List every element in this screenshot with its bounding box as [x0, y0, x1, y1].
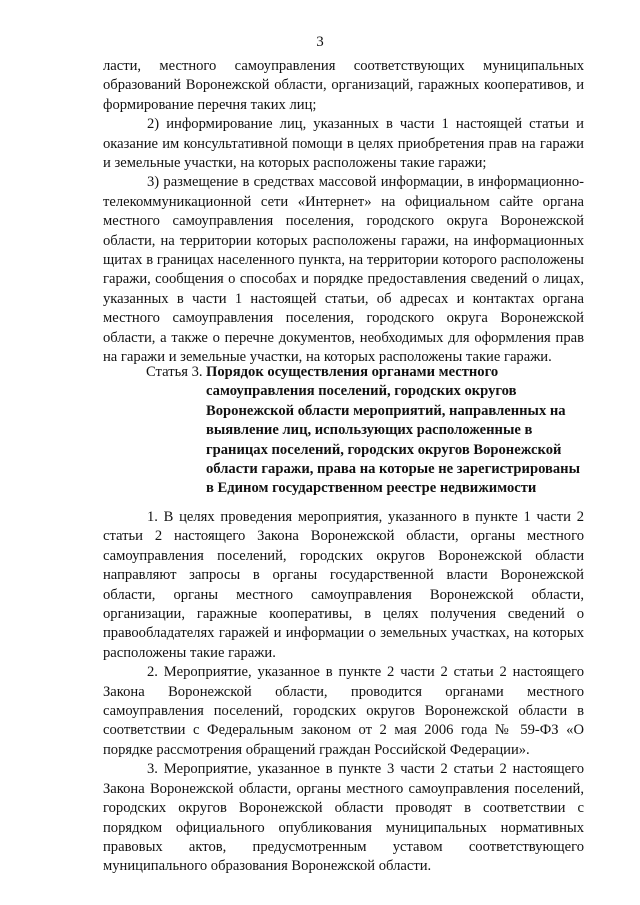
paragraph-continuation: ласти, местного самоуправления соответствующих муниципальных образований Воронежской области, организаций, гаражных кооперативов, и формирование перечня таких лиц; [103, 58, 584, 113]
article-title: Порядок осуществления органами местного самоуправления поселений, городских округов Воронежской области мероприятий, направленных на выявление лиц, использующих расположенные в границах поселений, городских округов Воронежской области гаражи, права на которые не зарегистрированы в Едином государственном реестре недвижимости [206, 364, 580, 497]
paragraph-point-3: 3. Мероприятие, указанное в пункте 3 части 2 статьи 2 настоящего Закона Воронежской области, органы местного самоуправления поселений, городских округов Воронежской области проводят в соответствии с порядком официального опубликования муниципальных нормативных правовых актов, предусмотренным уставом соответствующего муниципального образования Воронежской области. [103, 761, 584, 875]
page-number: 3 [316, 34, 324, 50]
paragraph-item-2: 2) информирование лиц, указанных в части 1 настоящей статьи и оказание им консультативной помощи в целях приобретения прав на гаражи и земельные участки, на которых расположены такие гаражи; [103, 116, 584, 172]
bottom-text-block [103, 508, 584, 877]
paragraph-item-3: 3) размещение в средствах массовой информации, в информационно-телекоммуникационной сети «Интернет» на официальном сайте органа местного самоуправления поселения, городского округа Воронежской области, на территории которых расположены гаражи, на информационных щитах в границах населенного пункта, на территории которого расположены гаражи, сообщения о способах и порядке предоставления сведений о лицах, указанных в части 1 настоящей статьи, об адресах и контактах органа местного самоуправления поселения, городского округа Воронежской области, а также о перечне документов, необходимых для оформления прав на гаражи и земельные участки, на которых расположены такие гаражи. [103, 174, 584, 366]
paragraph-point-2: 2. Мероприятие, указанное в пункте 2 части 2 статьи 2 настоящего Закона Воронежской области, проводится органами местного самоуправления поселений, городских округов Воронежской области в соответствии с Федеральным законом от 2 мая 2006 года № 59-ФЗ «О порядке рассмотрения обращений граждан Российской Федерации». [103, 664, 584, 758]
article-heading [146, 363, 586, 499]
top-text-block [103, 57, 584, 368]
article-label: Статья 3. [146, 364, 203, 380]
paragraph-point-1: 1. В целях проведения мероприятия, указанного в пункте 1 части 2 статьи 2 настоящего Закона Воронежской области, органы местного самоуправления поселений, городских округов Воронежской области направляют запросы в органы государственной власти Воронежской области, органы местного самоуправления Воронежской области, организации, гаражные кооперативы, в целях получения сведений о правообладателях гаражей и информации о земельных участках, на которых расположены такие гаражи. [103, 509, 584, 661]
